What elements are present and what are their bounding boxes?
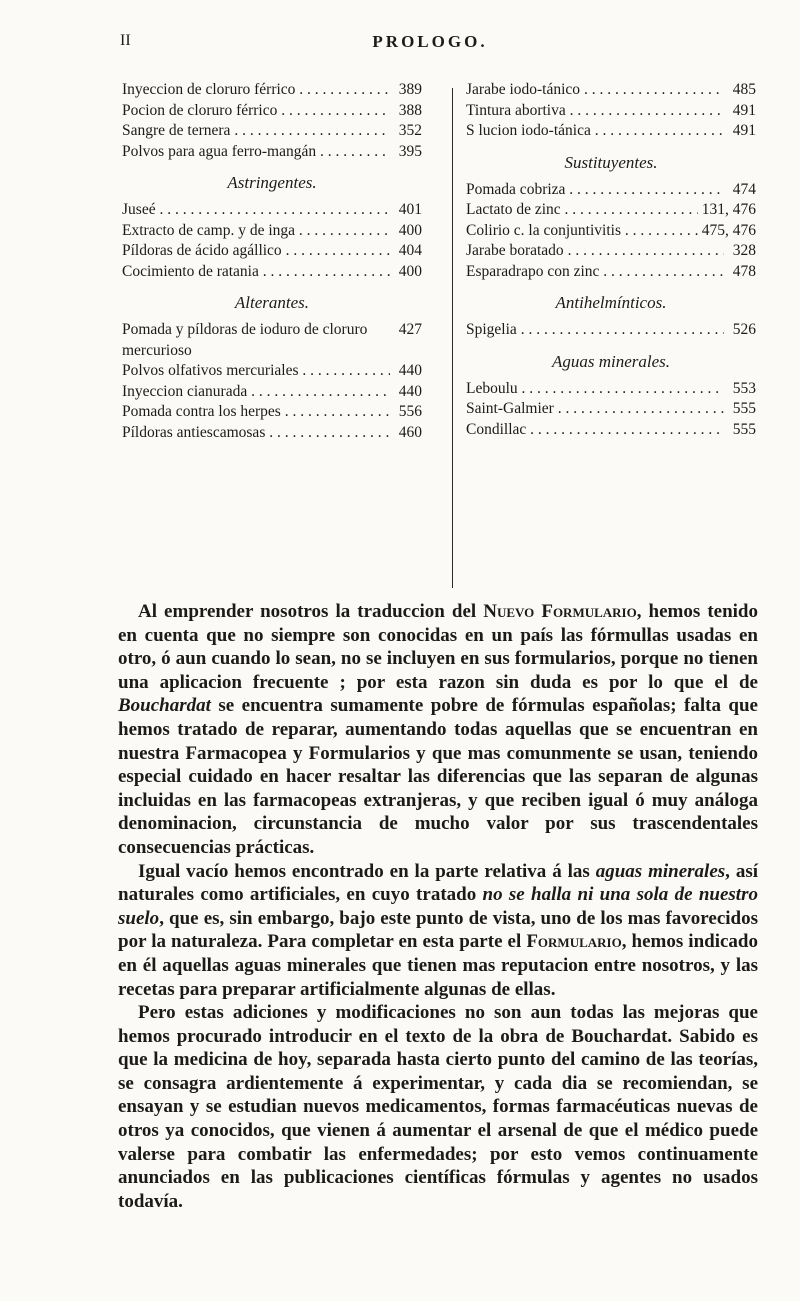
index-entry-page: 555 [732,400,756,417]
index-entry [466,241,756,262]
index-entry [122,121,422,142]
index-entry [466,121,756,142]
index-entry [466,200,756,221]
index-entry-title: Polvos para agua ferro-mangán . . . [122,142,390,163]
index-entry-page: 328 [732,242,756,259]
index-entry [122,382,422,403]
index-entry-page: 395 [398,142,422,160]
column-divider [452,88,453,588]
index-entry-page: 401 [398,201,422,218]
index-entry-title: Inyeccion de cloruro férrico . . . [122,80,390,101]
index-entry-title: Tintura abortiva . . . [466,101,724,122]
index-section-heading: Alterantes. [234,293,310,312]
index-entry-page: 440 [398,382,422,400]
index-entry-title: Condillac . . . [466,420,724,441]
index-entry [466,262,756,283]
index-entry-title: Cocimiento de ratania . . . [122,262,390,283]
index-entry-title: Jarabe iodo-tánico . . . [466,80,724,101]
index-section-heading: Sustituyentes. [564,152,658,172]
page-number: II [120,32,131,49]
index-entry-page: 553 [732,379,756,397]
index-entry [122,142,422,163]
running-head: PROLOGO. [372,32,488,51]
index-entry-page: 400 [398,221,422,239]
index-entry-page: 556 [398,403,422,420]
index-entry [122,101,422,122]
formula-index [122,80,760,580]
index-entry-title: Pocion de cloruro férrico . . . [122,101,390,122]
index-entry-title: Juseé . . . [122,200,390,221]
index-section-heading: Antihelmínticos. [555,293,667,312]
index-entry-page: 131, 476 [701,201,756,218]
index-entry-page: 427 [398,321,422,338]
index-entry [466,221,756,242]
index-entry-title: Inyeccion cianurada . . . [122,382,390,403]
index-entry-page: 555 [732,420,756,438]
index-entry [122,402,422,423]
index-entry-page: 440 [398,362,422,379]
index-entry [466,379,756,400]
index-entry-title: Esparadrapo con zinc . . . [466,262,724,283]
index-entry-page: 474 [732,180,756,198]
index-entry-page: 388 [398,101,422,119]
index-entry [466,420,756,441]
prologue-text [118,600,758,1213]
index-entry [122,221,422,242]
index-entry-page: 352 [398,122,422,139]
index-entry-title: Extracto de camp. y de inga . . . [122,221,390,242]
index-section-heading: Astringentes. [227,173,317,192]
index-entry-page: 389 [398,81,422,98]
index-entry [122,423,422,444]
index-entry-title: Polvos olfativos mercuriales . . . [122,361,390,382]
index-entry-title: Píldoras de ácido agállico . . . [122,241,390,262]
index-entry-page: 526 [732,321,756,338]
index-entry-title: Pomada contra los herpes . . . [122,402,390,423]
index-entry [466,399,756,420]
index-entry [466,101,756,122]
index-entry-page: 475, 476 [701,221,756,239]
index-entry-page: 400 [398,262,422,280]
index-entry-title: Lactato de zinc . . . [466,200,698,221]
index-entry-title: Spigelia . . . [466,320,724,341]
index-entry-page: 460 [398,423,422,441]
index-entry-page: 478 [732,262,756,280]
index-entry-title: Sangre de ternera . . . [122,121,390,142]
index-entry-title: Leboulu . . . [466,379,724,400]
index-entry-page: 404 [398,242,422,259]
index-entry [466,320,756,341]
index-entry [122,262,422,283]
index-entry [122,241,422,262]
index-entry-title: Jarabe boratado . . . [466,241,724,262]
paragraph-1: Al emprender nosotros la traduccion del Nuevo Formulario, hemos tenido en cuenta que no siempre son conocidas en un país las fórmullas usadas en otro, ó aun cuando lo sean, no se incluyen en sus formularios, porque no tienen una aplicacion frecuente ; por esta razon sin duda es por lo que el de Bouchardat se encuentra sumamente pobre de fórmulas españolas; falta que hemos tratado de reparar, aumentando todas aquellas que se encuentran en nuestra Farmacopea y Formularios y que mas comunmente se usan, teniendo especial cuidado en hacer resaltar las diferencias que las separan de algunas incluidas en las farmacopeas extranjeras, y que reciben igual ó muy análoga denominacion, circunstancia de mucho valor por sus trascendentales consecuencias prácticas. [118,601,758,858]
index-entry-page: 485 [732,81,756,98]
index-entry [466,80,756,101]
index-entry [122,361,422,382]
page-header [120,32,740,56]
paragraph-3: Pero estas adiciones y modificaciones no son aun todas las mejoras que hemos procurado introducir en el texto de la obra de Bouchardat. Sabido es que la medicina de hoy, separada hasta cierto punto del camino de las teorías, se consagra ardientemente á experimentar, y cada dia se recomiendan, se ensayan y se estudian nuevos medicamentos, formas farmacéuticas nuevas de otros ya conocidos, que vienen á aumentar el arsenal de que el médico puede valerse para combatir las enfermedades; por esto vemos continuamente anunciados en las publicaciones científicas fórmulas y agentes no usados todavía. [118,1002,758,1212]
index-entry-title: Píldoras antiescamosas . . . [122,423,390,444]
index-entry-title: Pomada cobriza . . . [466,180,724,201]
index-entry [122,200,422,221]
index-entry-title: Pomada y píldoras de ioduro de cloruro mercurioso [122,321,368,359]
index-entry-title: Colirio c. la conjuntivitis . . . [466,221,698,242]
index-entry-page: 491 [732,122,756,139]
index-column-left [122,80,422,443]
index-entry [122,320,422,361]
index-section-heading: Aguas minerales. [551,351,671,371]
paragraph-2: Igual vacío hemos encontrado en la parte relativa á las aguas minerales, así naturales como artificiales, en cuyo tratado no se halla ni una sola de nuestro suelo, que es, sin embargo, bajo este punto de vista, uno de los mas favorecidos por la naturaleza. Para completar en esta parte el Formulario, hemos indicado en él aquellas aguas minerales que tienen mas reputacion entre nosotros, y las recetas para preparar artificialmente algunas de ellas. [118,860,758,1000]
index-column-right [466,80,756,440]
index-entry-title: Saint-Galmier . . . [466,399,724,420]
index-entry [122,80,422,101]
index-entry [466,180,756,201]
index-entry-title: S lucion iodo-tánica . . . [466,121,724,142]
index-entry-page: 491 [732,101,756,119]
